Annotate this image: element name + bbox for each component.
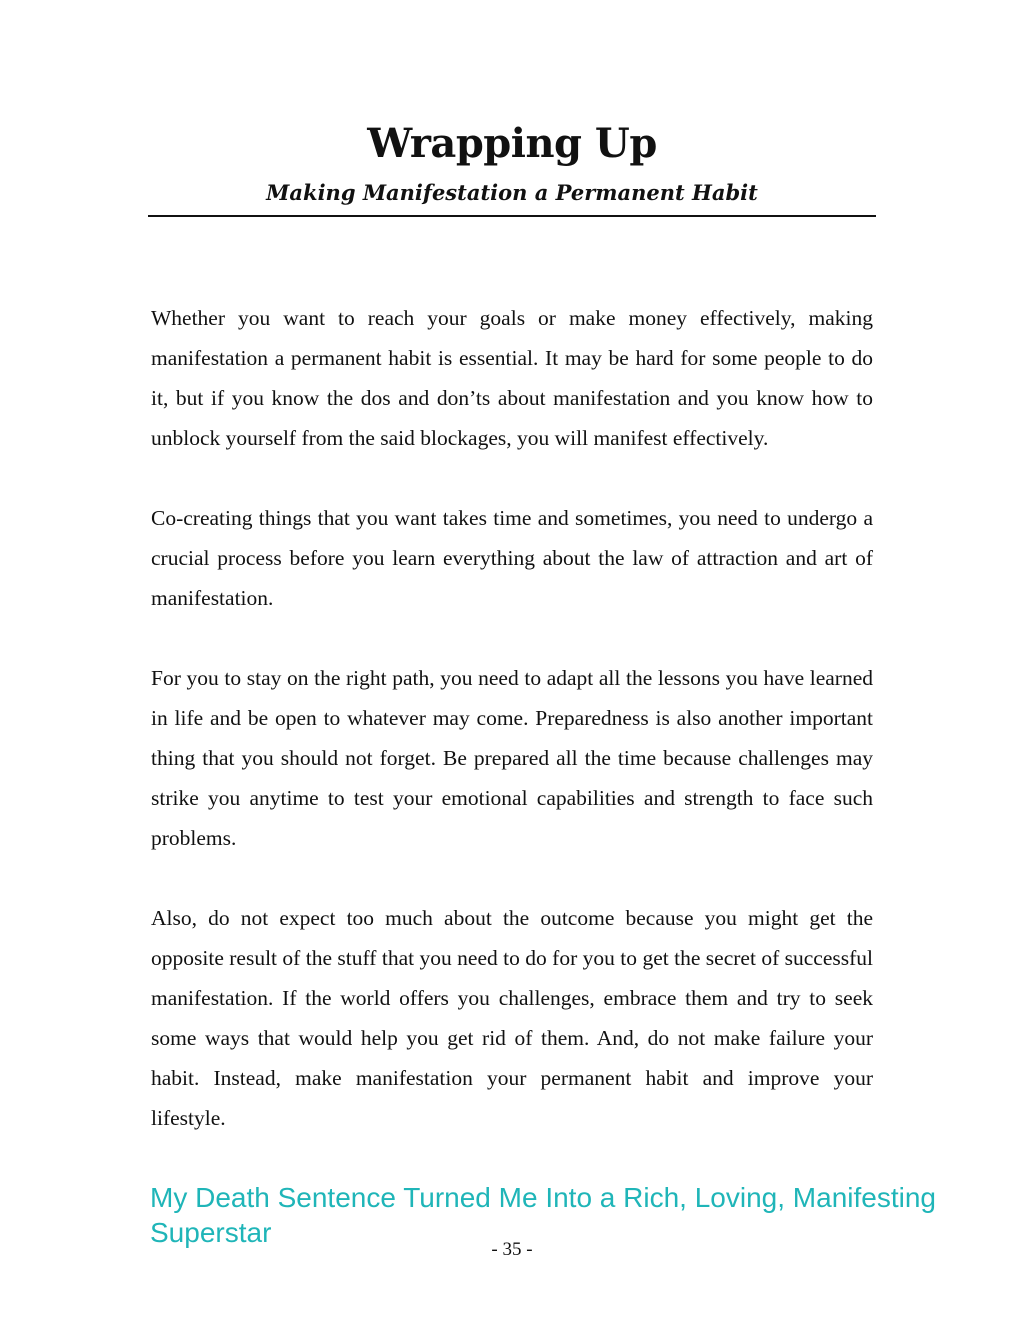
page-subtitle: Making Manifestation a Permanent Habit xyxy=(266,180,758,205)
paragraph-4: Also, do not expect too much about the outcome because you might get the opposite result of the stuff that you need to do for you to get the secret of successful manifestation. If the world offers you challenges, embrace them and try to seek some ways that would help you get rid of them. And, do not make failure your habit. Instead, make manifestation your permanent habit and improve your lifestyle. xyxy=(151,906,873,1130)
page-number: - 35 - xyxy=(491,1239,533,1260)
paragraph-2: Co-creating things that you want takes time and sometimes, you need to undergo a crucial process before you learn everything about the law of attraction and art of manifestation. xyxy=(151,506,873,610)
paragraph-1: Whether you want to reach your goals or make money effectively, making manifestation a permanent habit is essential. It may be hard for some people to do it, but if you know the dos and don’ts about manifestation and you know how to unblock yourself from the said blockages, you will manifest effectively. xyxy=(151,306,873,450)
page-title: Wrapping Up xyxy=(367,120,657,167)
title-divider xyxy=(148,215,876,217)
paragraph-3: For you to stay on the right path, you need to adapt all the lessons you have learned in life and be open to whatever may come. Preparedness is also another important thing that you should not forget. Be prepared all the time because challenges may strike you anytime to test your emotional capabilities and strength to face such problems. xyxy=(151,666,873,850)
body-text xyxy=(151,298,873,1138)
book-title-link[interactable]: My Death Sentence Turned Me Into a Rich, Loving, Manifesting Superstar xyxy=(150,1182,936,1248)
